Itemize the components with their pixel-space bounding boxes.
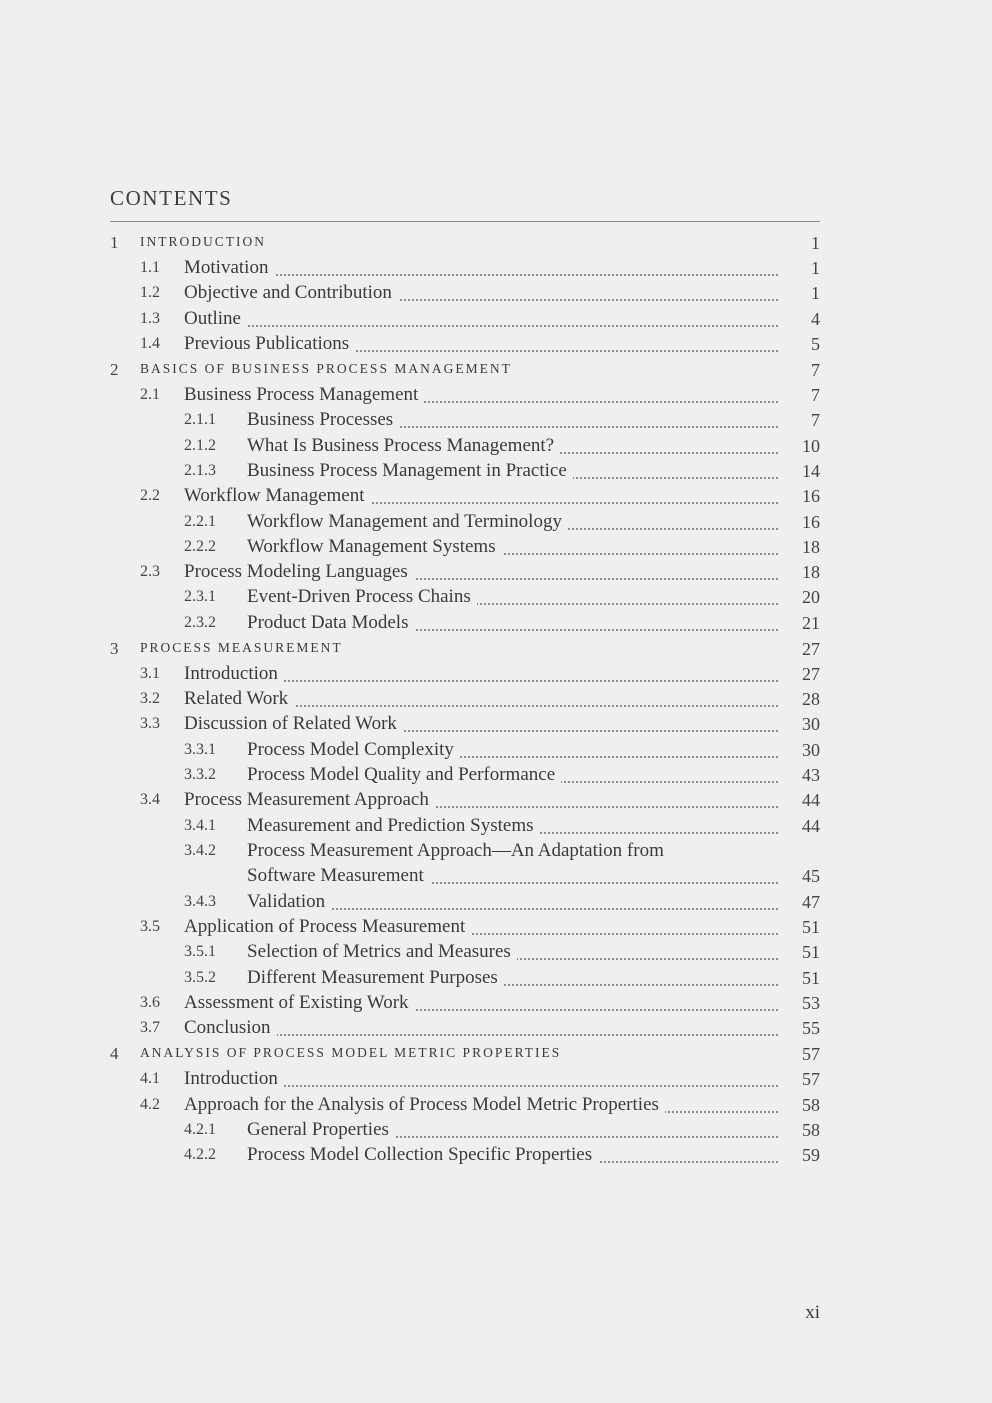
toc-entry-number: 3 (110, 638, 119, 658)
toc-entry-page: 28 (802, 689, 820, 710)
page-title: CONTENTS (110, 186, 233, 211)
toc-entry-subsection[interactable] (110, 507, 820, 532)
toc-entry-title[interactable]: Introduction (184, 1068, 284, 1090)
toc-entry-section[interactable] (110, 1065, 820, 1090)
toc-entry-page: 30 (802, 739, 820, 760)
toc-entry-title[interactable]: Workflow Management (184, 485, 371, 507)
toc-entry-number: 2.1.2 (184, 436, 216, 454)
toc-entry-title[interactable]: Workflow Management and Terminology (247, 511, 568, 533)
toc-entry-section[interactable] (110, 913, 820, 938)
toc-entry-chapter[interactable] (110, 634, 820, 660)
toc-entry-number: 4.2 (140, 1095, 160, 1113)
toc-entry-section[interactable] (110, 685, 820, 710)
toc-entry-section[interactable] (110, 304, 820, 329)
toc-entry-title[interactable]: Previous Publications (184, 333, 355, 355)
toc-entry-number: 3.4 (140, 791, 160, 809)
toc-entry-chapter[interactable] (110, 228, 820, 254)
toc-entry-title[interactable]: Approach for the Analysis of Process Model Metric Properties (184, 1094, 665, 1116)
toc-entry-page: 16 (802, 511, 820, 532)
toc-entry-title[interactable]: Business Process Management (184, 384, 424, 406)
table-of-contents (110, 228, 820, 1166)
toc-entry-section[interactable] (110, 279, 820, 304)
toc-entry-number: 2.1.1 (184, 411, 216, 429)
toc-entry-page: 44 (802, 790, 820, 811)
toc-entry-number: 3.5.1 (184, 943, 216, 961)
toc-entry-number: 2.2 (140, 487, 160, 505)
toc-entry-number: 1.3 (140, 309, 160, 327)
toc-entry-page: 1 (811, 258, 820, 279)
toc-entry-subsection[interactable] (110, 963, 820, 988)
toc-entry-page: 27 (802, 663, 820, 684)
toc-entry-number: 2.3.2 (184, 613, 216, 631)
toc-entry-title[interactable]: INTRODUCTION (140, 231, 272, 254)
toc-entry-subsection[interactable] (110, 837, 820, 862)
toc-entry-section[interactable] (110, 710, 820, 735)
toc-entry-number: 2.3.1 (184, 588, 216, 606)
toc-entry-number: 2.1.3 (184, 461, 216, 479)
toc-entry-number: 3.7 (140, 1019, 160, 1037)
toc-entry-title[interactable]: Outline (184, 308, 247, 330)
toc-entry-title[interactable]: Related Work (184, 688, 294, 710)
toc-entry-number: 1.1 (140, 259, 160, 277)
toc-entry-number: 2.1 (140, 386, 160, 404)
toc-entry-subsection[interactable] (110, 862, 820, 888)
toc-entry-title[interactable]: Introduction (184, 663, 284, 685)
toc-entry-title[interactable]: Discussion of Related Work (184, 713, 403, 735)
toc-entry-title[interactable]: Event-Driven Process Chains (247, 586, 477, 608)
toc-entry-section[interactable] (110, 254, 820, 279)
toc-entry-number: 4.2.2 (184, 1146, 216, 1164)
toc-entry-title[interactable]: PROCESS MEASUREMENT (140, 637, 349, 660)
toc-entry-number: 2.2.1 (184, 512, 216, 530)
toc-entry-title[interactable]: Process Measurement Approach (184, 789, 435, 811)
toc-entry-page: 7 (811, 359, 820, 380)
toc-entry-page: 51 (802, 917, 820, 938)
toc-entry-chapter[interactable] (110, 355, 820, 381)
toc-entry-number: 3.6 (140, 993, 160, 1011)
toc-entry-number: 1 (110, 232, 119, 252)
toc-entry-page: 16 (802, 486, 820, 507)
toc-entry-title[interactable]: Process Measurement Approach—An Adaptation from (247, 839, 664, 861)
toc-entry-subsection[interactable] (110, 406, 820, 431)
toc-entry-number: 3.5 (140, 918, 160, 936)
toc-entry-page: 27 (802, 638, 820, 659)
toc-entry-page: 47 (802, 891, 820, 912)
toc-entry-page: 45 (802, 866, 820, 887)
toc-entry-subsection[interactable] (110, 533, 820, 558)
toc-entry-title[interactable]: Motivation (184, 257, 274, 279)
toc-entry-title[interactable]: Process Model Quality and Performance (247, 764, 561, 786)
toc-entry-page: 57 (802, 1069, 820, 1090)
toc-entry-title[interactable]: Workflow Management Systems (247, 536, 502, 558)
toc-entry-page: 53 (802, 992, 820, 1013)
toc-entry-title[interactable]: Process Model Collection Specific Properties (247, 1144, 598, 1166)
toc-entry-number: 4.1 (140, 1070, 160, 1088)
toc-entry-page: 51 (802, 942, 820, 963)
toc-entry-number: 2.3 (140, 563, 160, 581)
toc-entry-title[interactable]: Process Model Complexity (247, 739, 460, 761)
toc-entry-subsection[interactable] (110, 583, 820, 608)
toc-entry-number: 3.5.2 (184, 968, 216, 986)
toc-entry-number: 3.4.2 (184, 841, 216, 859)
toc-entry-page: 55 (802, 1018, 820, 1039)
toc-entry-page: 43 (802, 765, 820, 786)
toc-entry-page: 58 (802, 1119, 820, 1140)
toc-entry-number: 4 (110, 1044, 119, 1063)
toc-entry-number: 3.4.3 (184, 892, 216, 910)
toc-entry-page: 57 (802, 1044, 820, 1064)
toc-entry-subsection[interactable] (110, 887, 820, 912)
toc-entry-page: 18 (802, 536, 820, 557)
toc-entry-title[interactable]: Selection of Metrics and Measures (247, 941, 517, 963)
toc-entry-page: 14 (802, 460, 820, 481)
toc-entry-number: 3.4.1 (184, 816, 216, 834)
toc-entry-number: 3.3.2 (184, 766, 216, 784)
toc-entry-section[interactable] (110, 1014, 820, 1039)
toc-entry-page: 5 (811, 333, 820, 354)
toc-entry-section[interactable] (110, 989, 820, 1014)
toc-entry-title[interactable]: Application of Process Measurement (184, 916, 471, 938)
toc-entry-page: 10 (802, 435, 820, 456)
toc-entry-page: 44 (802, 815, 820, 836)
toc-entry-title[interactable]: Process Modeling Languages (184, 561, 414, 583)
toc-entry-title[interactable]: Business Process Management in Practice (247, 460, 573, 482)
toc-entry-section[interactable] (110, 482, 820, 507)
toc-entry-title[interactable]: Product Data Models (247, 612, 414, 634)
toc-entry-number: 1.4 (140, 334, 160, 352)
toc-entry-page: 58 (802, 1094, 820, 1115)
toc-entry-title[interactable]: Different Measurement Purposes (247, 967, 504, 989)
toc-entry-number: 3.2 (140, 690, 160, 708)
page-number: xi (805, 1302, 820, 1323)
toc-entry-page: 18 (802, 562, 820, 583)
dot-leader (184, 325, 778, 327)
toc-entry-title[interactable]: Measurement and Prediction Systems (247, 815, 540, 837)
toc-entry-section[interactable] (110, 381, 820, 406)
toc-entry-subsection[interactable] (110, 457, 820, 482)
toc-entry-number: 4.2.1 (184, 1120, 216, 1138)
title-rule (110, 221, 820, 222)
toc-entry-page: 20 (802, 587, 820, 608)
toc-entry-page: 1 (811, 232, 820, 253)
toc-entry-section[interactable] (110, 786, 820, 811)
toc-entry-page: 30 (802, 714, 820, 735)
toc-entry-title[interactable]: ANALYSIS OF PROCESS MODEL METRIC PROPERTIES (140, 1042, 567, 1065)
toc-entry-title-continuation[interactable]: Software Measurement (247, 865, 430, 887)
toc-entry-subsection[interactable] (110, 1116, 820, 1141)
toc-entry-subsection[interactable] (110, 735, 820, 760)
toc-entry-page: 1 (811, 283, 820, 304)
toc-entry-section[interactable] (110, 1090, 820, 1115)
toc-entry-title[interactable]: Conclusion (184, 1017, 277, 1039)
toc-entry-section[interactable] (110, 330, 820, 355)
toc-entry-title[interactable]: Validation (247, 891, 331, 913)
toc-entry-subsection[interactable] (110, 938, 820, 963)
toc-entry-subsection[interactable] (110, 608, 820, 633)
toc-entry-section[interactable] (110, 660, 820, 685)
toc-entry-title[interactable]: Business Processes (247, 409, 399, 431)
toc-entry-number: 3.1 (140, 664, 160, 682)
toc-entry-title[interactable]: Objective and Contribution (184, 282, 398, 304)
toc-entry-chapter[interactable] (110, 1039, 820, 1065)
toc-entry-number: 1.2 (140, 284, 160, 302)
toc-entry-number: 3.3.1 (184, 740, 216, 758)
toc-entry-title[interactable]: General Properties (247, 1119, 395, 1141)
toc-entry-subsection[interactable] (110, 1141, 820, 1166)
toc-entry-page: 51 (802, 967, 820, 988)
toc-entry-section[interactable] (110, 558, 820, 583)
toc-entry-page: 7 (811, 385, 820, 406)
toc-entry-title[interactable]: BASICS OF BUSINESS PROCESS MANAGEMENT (140, 358, 518, 381)
toc-entry-page: 21 (802, 612, 820, 633)
toc-entry-title[interactable]: Assessment of Existing Work (184, 992, 415, 1014)
toc-entry-page: 4 (811, 308, 820, 329)
toc-entry-title[interactable]: What Is Business Process Management? (247, 435, 560, 457)
toc-entry-subsection[interactable] (110, 811, 820, 836)
toc-entry-subsection[interactable] (110, 761, 820, 786)
toc-entry-number: 2 (110, 359, 119, 379)
toc-entry-page: 7 (811, 410, 820, 431)
toc-entry-number: 2.2.2 (184, 537, 216, 555)
toc-entry-number: 3.3 (140, 715, 160, 733)
toc-entry-subsection[interactable] (110, 431, 820, 456)
toc-entry-page: 59 (802, 1145, 820, 1166)
